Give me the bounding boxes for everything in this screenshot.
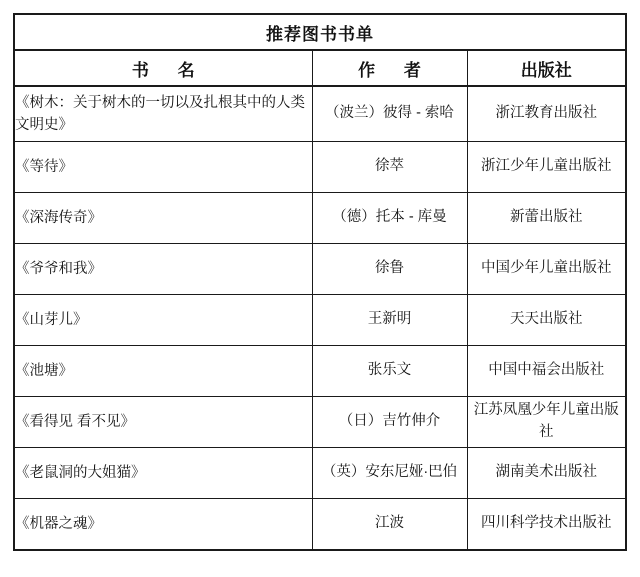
- book-name: 《山芽儿》: [14, 295, 312, 346]
- column-header-author-label: 作 者: [358, 60, 433, 80]
- book-author: （日）吉竹伸介: [312, 397, 467, 448]
- table-row: [14, 346, 626, 397]
- table-row: [14, 397, 626, 448]
- book-press: 江苏凤凰少年儿童出版社: [467, 397, 626, 448]
- book-name: 《等待》: [14, 142, 312, 193]
- book-author: 王新明: [312, 295, 467, 346]
- column-header-author: [312, 50, 467, 86]
- table-row: [14, 295, 626, 346]
- table-row: [14, 244, 626, 295]
- book-name: 《爷爷和我》: [14, 244, 312, 295]
- book-press: 湖南美术出版社: [467, 448, 626, 499]
- table-row: [14, 499, 626, 551]
- book-press: 新蕾出版社: [467, 193, 626, 244]
- table-title-row: [14, 14, 626, 50]
- book-press: 四川科学技术出版社: [467, 499, 626, 551]
- book-name: 《池塘》: [14, 346, 312, 397]
- book-author: 张乐文: [312, 346, 467, 397]
- column-header-press: [467, 50, 626, 86]
- book-author: 徐鲁: [312, 244, 467, 295]
- book-author: 江波: [312, 499, 467, 551]
- table-row: [14, 86, 626, 142]
- column-header-press-label: 出版社: [520, 60, 572, 80]
- book-name: 《树木：关于树木的一切以及扎根其中的人类文明史》: [14, 86, 312, 142]
- book-author: （波兰）彼得 - 索哈: [312, 86, 467, 142]
- book-press: 浙江少年儿童出版社: [467, 142, 626, 193]
- table-header-row: [14, 50, 626, 86]
- book-name: 《看得见 看不见》: [14, 397, 312, 448]
- table-row: [14, 142, 626, 193]
- column-header-book-name: [14, 50, 312, 86]
- column-header-book-name-label: 书 名: [131, 60, 207, 80]
- book-press: 浙江教育出版社: [467, 86, 626, 142]
- book-author: （英）安东尼娅·巴伯: [312, 448, 467, 499]
- table-row: [14, 448, 626, 499]
- book-press: 中国少年儿童出版社: [467, 244, 626, 295]
- book-author: （德）托本 - 库曼: [312, 193, 467, 244]
- book-author: 徐萃: [312, 142, 467, 193]
- book-name: 《机器之魂》: [14, 499, 312, 551]
- book-press: 天天出版社: [467, 295, 626, 346]
- table-row: [14, 193, 626, 244]
- book-name: 《老鼠洞的大姐猫》: [14, 448, 312, 499]
- book-name: 《深海传奇》: [14, 193, 312, 244]
- page-title: 推荐图书书单: [14, 14, 626, 50]
- book-press: 中国中福会出版社: [467, 346, 626, 397]
- recommended-books-table: [13, 13, 627, 551]
